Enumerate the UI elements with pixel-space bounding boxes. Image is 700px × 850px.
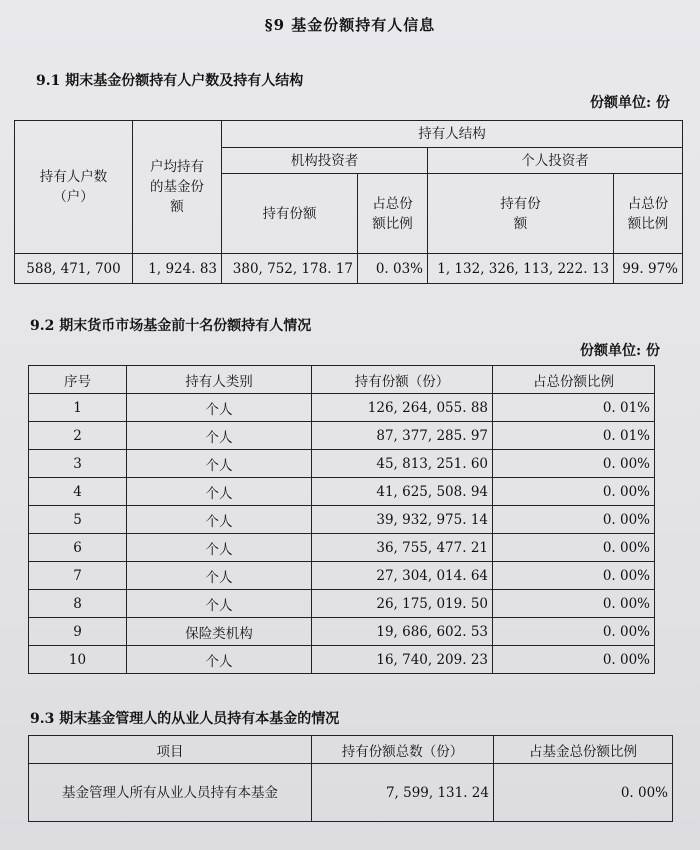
col-header-index: 序号 [29, 366, 127, 394]
header-individual: 个人投资者 [428, 148, 683, 174]
row-index: 5 [29, 506, 127, 534]
table-row [29, 450, 655, 478]
row-index: 4 [29, 478, 127, 506]
value-inst-ratio: 0. 03% [358, 254, 428, 284]
row-holder-type: 个人 [127, 534, 312, 562]
header-holders-count: 持有人户数（户） [15, 121, 133, 254]
row-fund-ratio: 0. 00% [494, 764, 673, 822]
header-inst-amount: 持有份额 [222, 174, 358, 254]
row-ratio: 0. 00% [493, 562, 655, 590]
row-total-amount: 7, 599, 131. 24 [312, 764, 494, 822]
row-ratio: 0. 00% [493, 618, 655, 646]
row-holder-type: 个人 [127, 394, 312, 422]
col-header-item: 项目 [29, 736, 312, 764]
row-ratio: 0. 01% [493, 394, 655, 422]
row-index: 1 [29, 394, 127, 422]
value-indiv-amount: 1, 132, 326, 113, 222. 13 [428, 254, 614, 284]
row-amount: 87, 377, 285. 97 [312, 422, 493, 450]
table-row [29, 478, 655, 506]
section-91-unit: 份额单位: 份 [589, 95, 670, 111]
row-ratio: 0. 00% [493, 590, 655, 618]
col-header-amount: 持有份额（份） [312, 366, 493, 394]
header-inst-ratio: 占总份额比例 [358, 174, 428, 254]
row-ratio: 0. 00% [493, 506, 655, 534]
row-amount: 16, 740, 209. 23 [312, 646, 493, 674]
col-header-ratio: 占总份额比例 [493, 366, 655, 394]
header-indiv-ratio: 占总份额比例 [614, 174, 683, 254]
row-index: 7 [29, 562, 127, 590]
employee-holdings-table [28, 735, 673, 822]
table-row [29, 646, 655, 674]
row-ratio: 0. 00% [493, 478, 655, 506]
row-ratio: 0. 00% [493, 534, 655, 562]
row-amount: 19, 686, 602. 53 [312, 618, 493, 646]
row-holder-type: 个人 [127, 478, 312, 506]
table-row [29, 618, 655, 646]
top-ten-holders-table [28, 365, 655, 674]
col-header-total-amount: 持有份额总数（份） [312, 736, 494, 764]
header-holder-structure: 持有人结构 [222, 121, 683, 148]
row-amount: 41, 625, 508. 94 [312, 478, 493, 506]
row-amount: 39, 932, 975. 14 [312, 506, 493, 534]
value-holders-count: 588, 471, 700 [15, 254, 133, 284]
section-92-heading: 9.2 期末货币市场基金前十名份额持有人情况 [30, 318, 312, 334]
row-ratio: 0. 01% [493, 422, 655, 450]
row-amount: 45, 813, 251. 60 [312, 450, 493, 478]
row-holder-type: 个人 [127, 422, 312, 450]
row-holder-type: 个人 [127, 562, 312, 590]
table-row [29, 534, 655, 562]
row-amount: 126, 264, 055. 88 [312, 394, 493, 422]
header-indiv-amount: 持有份额 [428, 174, 614, 254]
section-93-heading: 9.3 期末基金管理人的从业人员持有本基金的情况 [30, 711, 340, 727]
section-92-unit: 份额单位: 份 [579, 343, 660, 359]
value-inst-amount: 380, 752, 178. 17 [222, 254, 358, 284]
header-institutional: 机构投资者 [222, 148, 428, 174]
table-row [29, 562, 655, 590]
row-holder-type: 个人 [127, 506, 312, 534]
row-holder-type: 个人 [127, 590, 312, 618]
row-index: 6 [29, 534, 127, 562]
col-header-fund-ratio: 占基金总份额比例 [494, 736, 673, 764]
table-row [29, 422, 655, 450]
row-index: 3 [29, 450, 127, 478]
row-amount: 36, 755, 477. 21 [312, 534, 493, 562]
row-amount: 27, 304, 014. 64 [312, 562, 493, 590]
header-avg-holding: 户均持有的基金份额 [133, 121, 222, 254]
table-row [29, 590, 655, 618]
value-avg-holding: 1, 924. 83 [133, 254, 222, 284]
row-index: 8 [29, 590, 127, 618]
table-row [29, 506, 655, 534]
holder-structure-table [14, 120, 683, 284]
row-holder-type: 保险类机构 [127, 618, 312, 646]
row-index: 9 [29, 618, 127, 646]
row-index: 2 [29, 422, 127, 450]
page-title: §9 基金份额持有人信息 [264, 16, 436, 34]
row-amount: 26, 175, 019. 50 [312, 590, 493, 618]
row-ratio: 0. 00% [493, 450, 655, 478]
table-row [29, 394, 655, 422]
row-holder-type: 个人 [127, 646, 312, 674]
row-holder-type: 个人 [127, 450, 312, 478]
col-header-holder-type: 持有人类别 [127, 366, 312, 394]
section-91-heading: 9.1 期末基金份额持有人户数及持有人结构 [36, 73, 304, 89]
value-indiv-ratio: 99. 97% [614, 254, 683, 284]
row-ratio: 0. 00% [493, 646, 655, 674]
row-index: 10 [29, 646, 127, 674]
row-item: 基金管理人所有从业人员持有本基金 [29, 764, 312, 822]
